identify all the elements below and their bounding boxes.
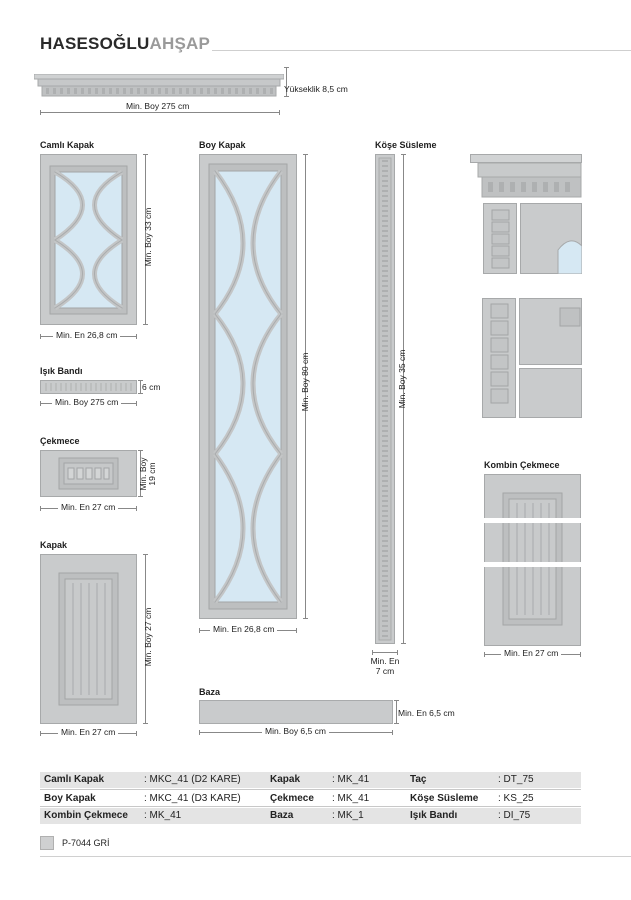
table-value: : MKC_41 (D3 KARE)	[144, 793, 241, 804]
kapak-height-label: Min. Boy 27 cm	[143, 607, 153, 667]
header-divider	[212, 50, 631, 51]
boy-kapak-image	[199, 154, 297, 619]
brand-part2: AHŞAP	[149, 34, 210, 53]
cekmece-height-label	[139, 454, 157, 494]
cekmece-height-line2: 19 cm	[147, 462, 157, 486]
table-value: : DI_75	[498, 810, 531, 821]
cekmece-image	[40, 450, 137, 497]
isik-bandi-height-dimline	[140, 380, 141, 394]
table-key: Işık Bandı	[410, 810, 458, 821]
kapak-width-label: Min. En 27 cm	[58, 727, 118, 737]
camli-kapak-width-label: Min. En 26,8 cm	[53, 330, 120, 340]
table-key: Boy Kapak	[44, 793, 96, 804]
table-row	[40, 791, 581, 807]
kose-susleme-title: Köşe Süsleme	[375, 140, 437, 150]
kose-susleme-width-line2: 7 cm	[375, 666, 395, 676]
baza-image	[199, 700, 393, 724]
footer-divider	[40, 856, 631, 857]
isik-bandi-length-label: Min. Boy 275 cm	[52, 397, 121, 407]
baza-height-dimline	[396, 700, 397, 724]
boy-kapak-title: Boy Kapak	[199, 140, 246, 150]
kapak-image	[40, 554, 137, 724]
isik-bandi-image	[40, 380, 137, 394]
table-value: : MK_41	[144, 810, 182, 821]
table-key: Taç	[410, 774, 427, 785]
kombin-cekmece-title: Kombin Çekmece	[484, 460, 560, 470]
kombin-cekmece-width-label: Min. En 27 cm	[501, 648, 561, 658]
brand-logo	[40, 34, 210, 54]
corner-detail-image	[470, 154, 582, 274]
corner-sample-image	[482, 298, 582, 418]
table-value: : DT_75	[498, 774, 534, 785]
table-key: Camlı Kapak	[44, 774, 105, 785]
color-swatch-label: P-7044 GRİ	[62, 838, 110, 848]
table-key: Kombin Çekmece	[44, 810, 128, 821]
tac-length-dimline	[40, 112, 280, 113]
product-code-table	[40, 772, 581, 826]
cekmece-width-label: Min. En 27 cm	[58, 502, 118, 512]
table-key: Köşe Süsleme	[410, 793, 479, 804]
baza-length-label: Min. Boy 6,5 cm	[262, 726, 329, 736]
table-value: : MK_1	[332, 810, 364, 821]
kose-susleme-width-dimline	[372, 652, 398, 653]
table-value: : MKC_41 (D2 KARE)	[144, 774, 241, 785]
kose-susleme-width-label	[364, 656, 406, 676]
table-value: : KS_25	[498, 793, 534, 804]
camli-kapak-image	[40, 154, 137, 325]
tac-molding-image	[34, 74, 284, 100]
boy-kapak-width-label: Min. En 26,8 cm	[210, 624, 277, 634]
table-value: : MK_41	[332, 774, 370, 785]
isik-bandi-height-label: 6 cm	[142, 382, 161, 392]
kose-susleme-height-label: Min. Boy 35 cm	[397, 349, 407, 409]
cekmece-height-line1: Min. Boy	[138, 457, 148, 491]
baza-title: Baza	[199, 687, 221, 697]
boy-kapak-height-label: Min. Boy 80 cm	[300, 352, 310, 412]
brand-part1: HASESOĞLU	[40, 34, 150, 53]
baza-height-label: Min. En 6,5 cm	[398, 708, 455, 718]
table-key: Çekmece	[270, 793, 314, 804]
table-divider	[40, 806, 581, 807]
kose-susleme-width-line1: Min. En	[370, 656, 400, 666]
isik-bandi-title: Işık Bandı	[40, 366, 83, 376]
camli-kapak-height-label: Min. Boy 33 cm	[143, 207, 153, 267]
kombin-cekmece-image	[484, 474, 581, 646]
tac-height-label: Yükseklik 8,5 cm	[284, 84, 348, 94]
color-swatch	[40, 836, 54, 850]
kapak-title: Kapak	[40, 540, 68, 550]
tac-length-label: Min. Boy 275 cm	[123, 101, 192, 111]
table-row	[40, 808, 581, 824]
kose-susleme-image	[375, 154, 395, 644]
table-divider	[40, 789, 581, 790]
camli-kapak-title: Camlı Kapak	[40, 140, 95, 150]
table-key: Baza	[270, 810, 294, 821]
table-row	[40, 772, 581, 788]
cekmece-title: Çekmece	[40, 436, 80, 446]
table-value: : MK_41	[332, 793, 370, 804]
table-key: Kapak	[270, 774, 301, 785]
